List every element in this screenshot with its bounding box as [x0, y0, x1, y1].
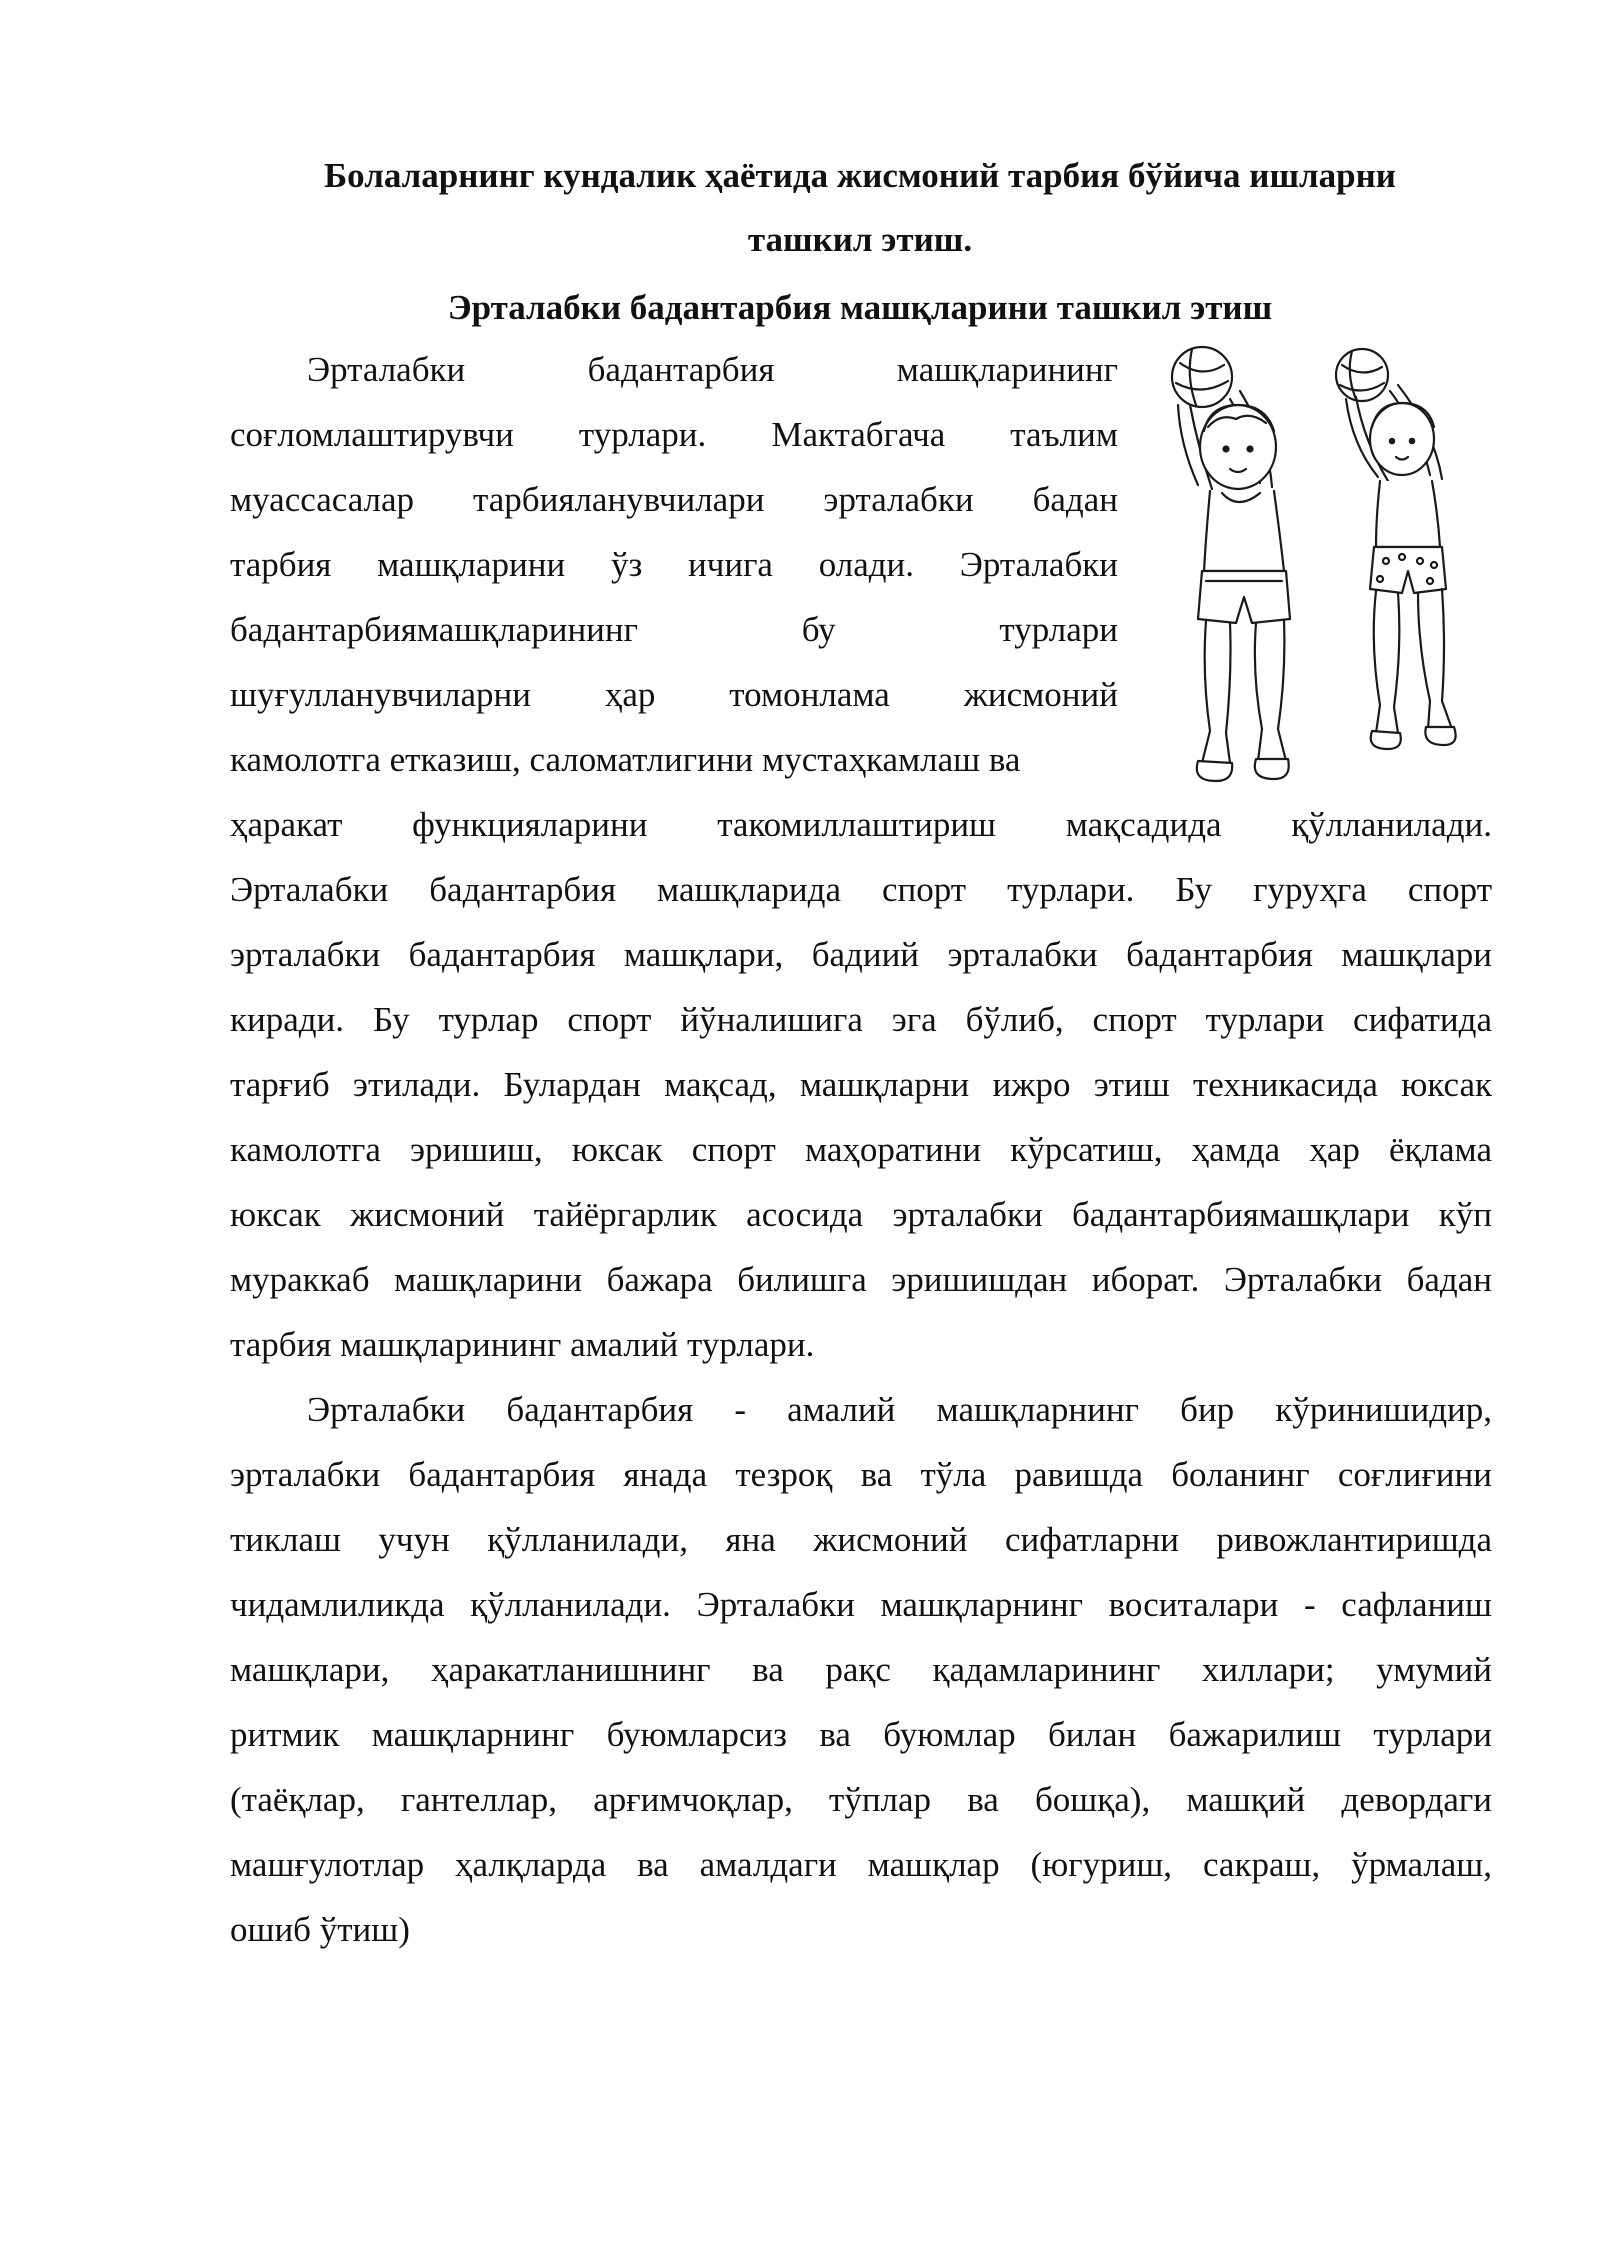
paragraph-line: ҳаракат функцияларини такомиллаштириш мақсадида қўлланилади. — [230, 805, 1492, 844]
paragraph-line: Эрталабки бадантарбия машқларида спорт турлари. Бу гуруҳга спорт — [230, 870, 1492, 909]
paragraph-line: соғломлаштирувчи турлари. Мактабгача таълим — [230, 415, 1118, 454]
paragraph-line: тиклаш учун қўлланилади, яна жисмоний сифатларни ривожлантиришда — [230, 1520, 1492, 1559]
paragraph-line: чидамлиликда қўлланилади. Эрталабки машқларнинг воситалари - сафланиш — [230, 1585, 1492, 1624]
document-title-line-2: ташкил этиш. — [747, 220, 973, 259]
children-exercising-with-balls-illustration — [1140, 335, 1500, 795]
paragraph-line: тарбия машқларини ўз ичига олади. Эрталабки — [230, 545, 1118, 584]
child-two-figure — [1336, 349, 1456, 749]
paragraph-line: Эрталабки бадантарбия машқларининг — [307, 350, 1118, 389]
paragraph-line: машқлари, ҳаракатланишнинг ва рақс қадамларининг хиллари; умумий — [230, 1650, 1492, 1689]
paragraph-line: бадантарбиямашқларининг бу турлари — [230, 610, 1118, 649]
paragraph-line: Эрталабки бадантарбия - амалий машқларнинг бир кўринишидир, — [307, 1390, 1492, 1429]
document-title-line-1: Болаларнинг кундалик ҳаётида жисмоний тарбия бўйича ишларни — [324, 156, 1396, 195]
paragraph-line: камолотга етказиш, саломатлигини мустаҳкамлаш ва — [230, 740, 1021, 779]
paragraph-line: тарғиб этилади. Булардан мақсад, машқларни ижро этиш техникасида юксак — [230, 1065, 1492, 1104]
document-subtitle: Эрталабки бадантарбия машқларини ташкил этиш — [447, 288, 1273, 327]
paragraph-line: муассасалар тарбияланувчилари эрталабки бадан — [230, 480, 1118, 519]
paragraph-line: ошиб ўтиш) — [230, 1910, 410, 1949]
paragraph-line: ритмик машқларнинг буюмларсиз ва буюмлар билан бажарилиш турлари — [230, 1715, 1492, 1754]
paragraph-line: тарбия машқларининг амалий турлари. — [230, 1325, 815, 1364]
child-one-figure — [1172, 347, 1290, 781]
paragraph-line: мураккаб машқларини бажара билишга эришишдан иборат. Эрталабки бадан — [230, 1260, 1492, 1299]
paragraph-line: эрталабки бадантарбия машқлари, бадиий эрталабки бадантарбия машқлари — [230, 935, 1492, 974]
paragraph-line: эрталабки бадантарбия янада тезроқ ва тўла равишда боланинг соғлиғини — [230, 1455, 1492, 1494]
paragraph-line: (таёқлар, гантеллар, арғимчоқлар, тўплар ва бошқа), машқий девордаги — [230, 1780, 1492, 1819]
paragraph-line: камолотга эришиш, юксак спорт маҳоратини кўрсатиш, ҳамда ҳар ёқлама — [230, 1130, 1492, 1169]
paragraph-line: шуғулланувчиларни ҳар томонлама жисмоний — [230, 675, 1118, 714]
paragraph-line: машғулотлар ҳалқларда ва амалдаги машқлар (югуриш, сакраш, ўрмалаш, — [230, 1845, 1492, 1884]
paragraph-line: юксак жисмоний тайёргарлик асосида эрталабки бадантарбиямашқлари кўп — [230, 1195, 1492, 1234]
paragraph-line: киради. Бу турлар спорт йўналишига эга бўлиб, спорт турлари сифатида — [230, 1000, 1492, 1039]
